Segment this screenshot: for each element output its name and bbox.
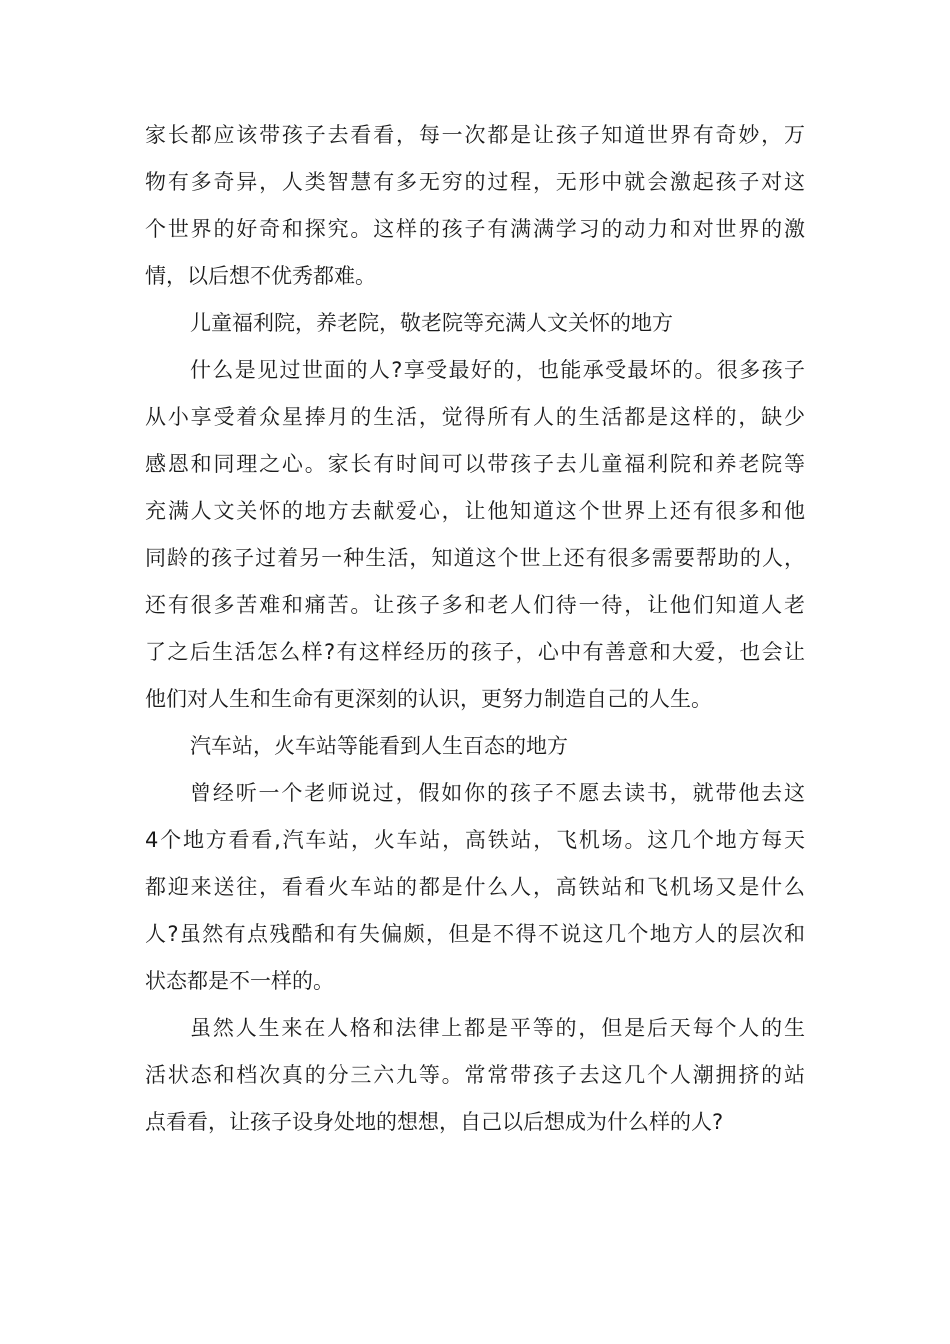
text-line: 曾经听一个老师说过，假如你的孩子不愿去读书，就带他去这 — [190, 781, 805, 805]
text-line: 活状态和档次真的分三六九等。常常带孩子去这几个人潮拥挤的站 — [145, 1063, 805, 1087]
text-line: 个世界的好奇和探究。这样的孩子有满满学习的动力和对世界的激 — [145, 217, 805, 241]
text-line: 点看看，让孩子设身处地的想想，自己以后想成为什么样的人? — [145, 1110, 724, 1134]
text-line: 了之后生活怎么样?有这样经历的孩子，心中有善意和大爱，也会让 — [145, 640, 805, 664]
text-line: 他们对人生和生命有更深刻的认识，更努力制造自己的人生。 — [145, 687, 712, 711]
text-line: 物有多奇异，人类智慧有多无穷的过程，无形中就会激起孩子对这 — [145, 170, 805, 194]
text-line: 从小享受着众星捧月的生活，觉得所有人的生活都是这样的，缺少 — [145, 405, 805, 429]
text-line: 状态都是不一样的。 — [145, 969, 334, 993]
text-line: 家长都应该带孩子去看看，每一次都是让孩子知道世界有奇妙，万 — [145, 123, 805, 147]
text-line: 都迎来送往，看看火车站的都是什么人，高铁站和飞机场又是什么 — [145, 875, 805, 899]
text-line: 什么是见过世面的人?享受最好的，也能承受最坏的。很多孩子 — [190, 358, 805, 382]
document-body — [145, 112, 805, 1146]
text-line: 虽然人生来在人格和法律上都是平等的，但是后天每个人的生 — [190, 1016, 805, 1040]
text-line: 儿童福利院，养老院，敬老院等充满人文关怀的地方 — [190, 311, 673, 335]
text-line: 感恩和同理之心。家长有时间可以带孩子去儿童福利院和养老院等 — [145, 452, 805, 476]
text-line: 人?虽然有点残酷和有失偏颇，但是不得不说这几个地方人的层次和 — [145, 922, 805, 946]
text-line: 还有很多苦难和痛苦。让孩子多和老人们待一待，让他们知道人老 — [145, 593, 805, 617]
text-line: 情，以后想不优秀都难。 — [145, 264, 376, 288]
text-line: 4个地方看看,汽车站，火车站，高铁站，飞机场。这几个地方每天 — [145, 828, 805, 852]
text-line: 充满人文关怀的地方去献爱心，让他知道这个世界上还有很多和他 — [145, 499, 805, 523]
text-line: 同龄的孩子过着另一种生活，知道这个世上还有很多需要帮助的人， — [145, 546, 805, 570]
text-line: 汽车站，火车站等能看到人生百态的地方 — [190, 734, 568, 758]
